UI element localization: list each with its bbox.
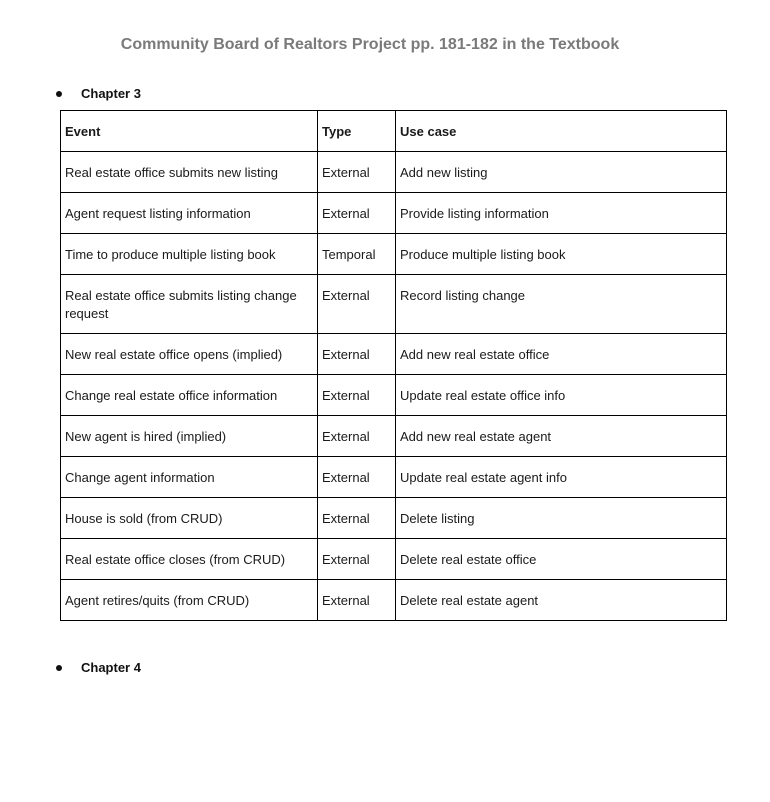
bullet-chapter-3 <box>56 86 141 101</box>
table-row <box>61 498 727 539</box>
cell-event: Time to produce multiple listing book <box>61 234 318 275</box>
cell-use-case: Add new real estate office <box>396 334 727 375</box>
header-use-case: Use case <box>396 111 727 152</box>
cell-type: External <box>318 152 396 193</box>
header-event: Event <box>61 111 318 152</box>
cell-use-case: Add new listing <box>396 152 727 193</box>
cell-use-case: Produce multiple listing book <box>396 234 727 275</box>
table-row <box>61 234 727 275</box>
cell-type: External <box>318 457 396 498</box>
table-row <box>61 334 727 375</box>
cell-type: External <box>318 334 396 375</box>
bullet-dot-icon <box>56 91 62 97</box>
cell-event: New real estate office opens (implied) <box>61 334 318 375</box>
table-row <box>61 457 727 498</box>
bullet-label: Chapter 4 <box>81 660 141 675</box>
cell-event: Change real estate office information <box>61 375 318 416</box>
cell-event: Real estate office submits listing change request <box>61 275 318 334</box>
bullet-dot-icon <box>56 665 62 671</box>
cell-type: Temporal <box>318 234 396 275</box>
bullet-label: Chapter 3 <box>81 86 141 101</box>
table-row <box>61 193 727 234</box>
cell-type: External <box>318 193 396 234</box>
table-row <box>61 275 727 334</box>
cell-event: Agent retires/quits (from CRUD) <box>61 580 318 621</box>
cell-event: House is sold (from CRUD) <box>61 498 318 539</box>
cell-event: Change agent information <box>61 457 318 498</box>
cell-event: Real estate office submits new listing <box>61 152 318 193</box>
cell-type: External <box>318 580 396 621</box>
cell-use-case: Update real estate agent info <box>396 457 727 498</box>
table-row <box>61 539 727 580</box>
table-row <box>61 152 727 193</box>
cell-type: External <box>318 275 396 334</box>
cell-event: Real estate office closes (from CRUD) <box>61 539 318 580</box>
cell-event: New agent is hired (implied) <box>61 416 318 457</box>
bullet-chapter-4 <box>56 660 141 675</box>
cell-use-case: Update real estate office info <box>396 375 727 416</box>
header-type: Type <box>318 111 396 152</box>
table-header-row <box>61 111 727 152</box>
cell-use-case: Provide listing information <box>396 193 727 234</box>
cell-use-case: Delete real estate office <box>396 539 727 580</box>
cell-type: External <box>318 539 396 580</box>
cell-use-case: Add new real estate agent <box>396 416 727 457</box>
cell-type: External <box>318 416 396 457</box>
cell-use-case: Delete real estate agent <box>396 580 727 621</box>
table-row <box>61 580 727 621</box>
cell-event: Agent request listing information <box>61 193 318 234</box>
table-row <box>61 375 727 416</box>
document-title: Community Board of Realtors Project pp. 181-182 in the Textbook <box>120 36 620 53</box>
cell-type: External <box>318 498 396 539</box>
cell-use-case: Delete listing <box>396 498 727 539</box>
cell-type: External <box>318 375 396 416</box>
events-table <box>60 110 727 621</box>
cell-use-case: Record listing change <box>396 275 727 334</box>
table-row <box>61 416 727 457</box>
